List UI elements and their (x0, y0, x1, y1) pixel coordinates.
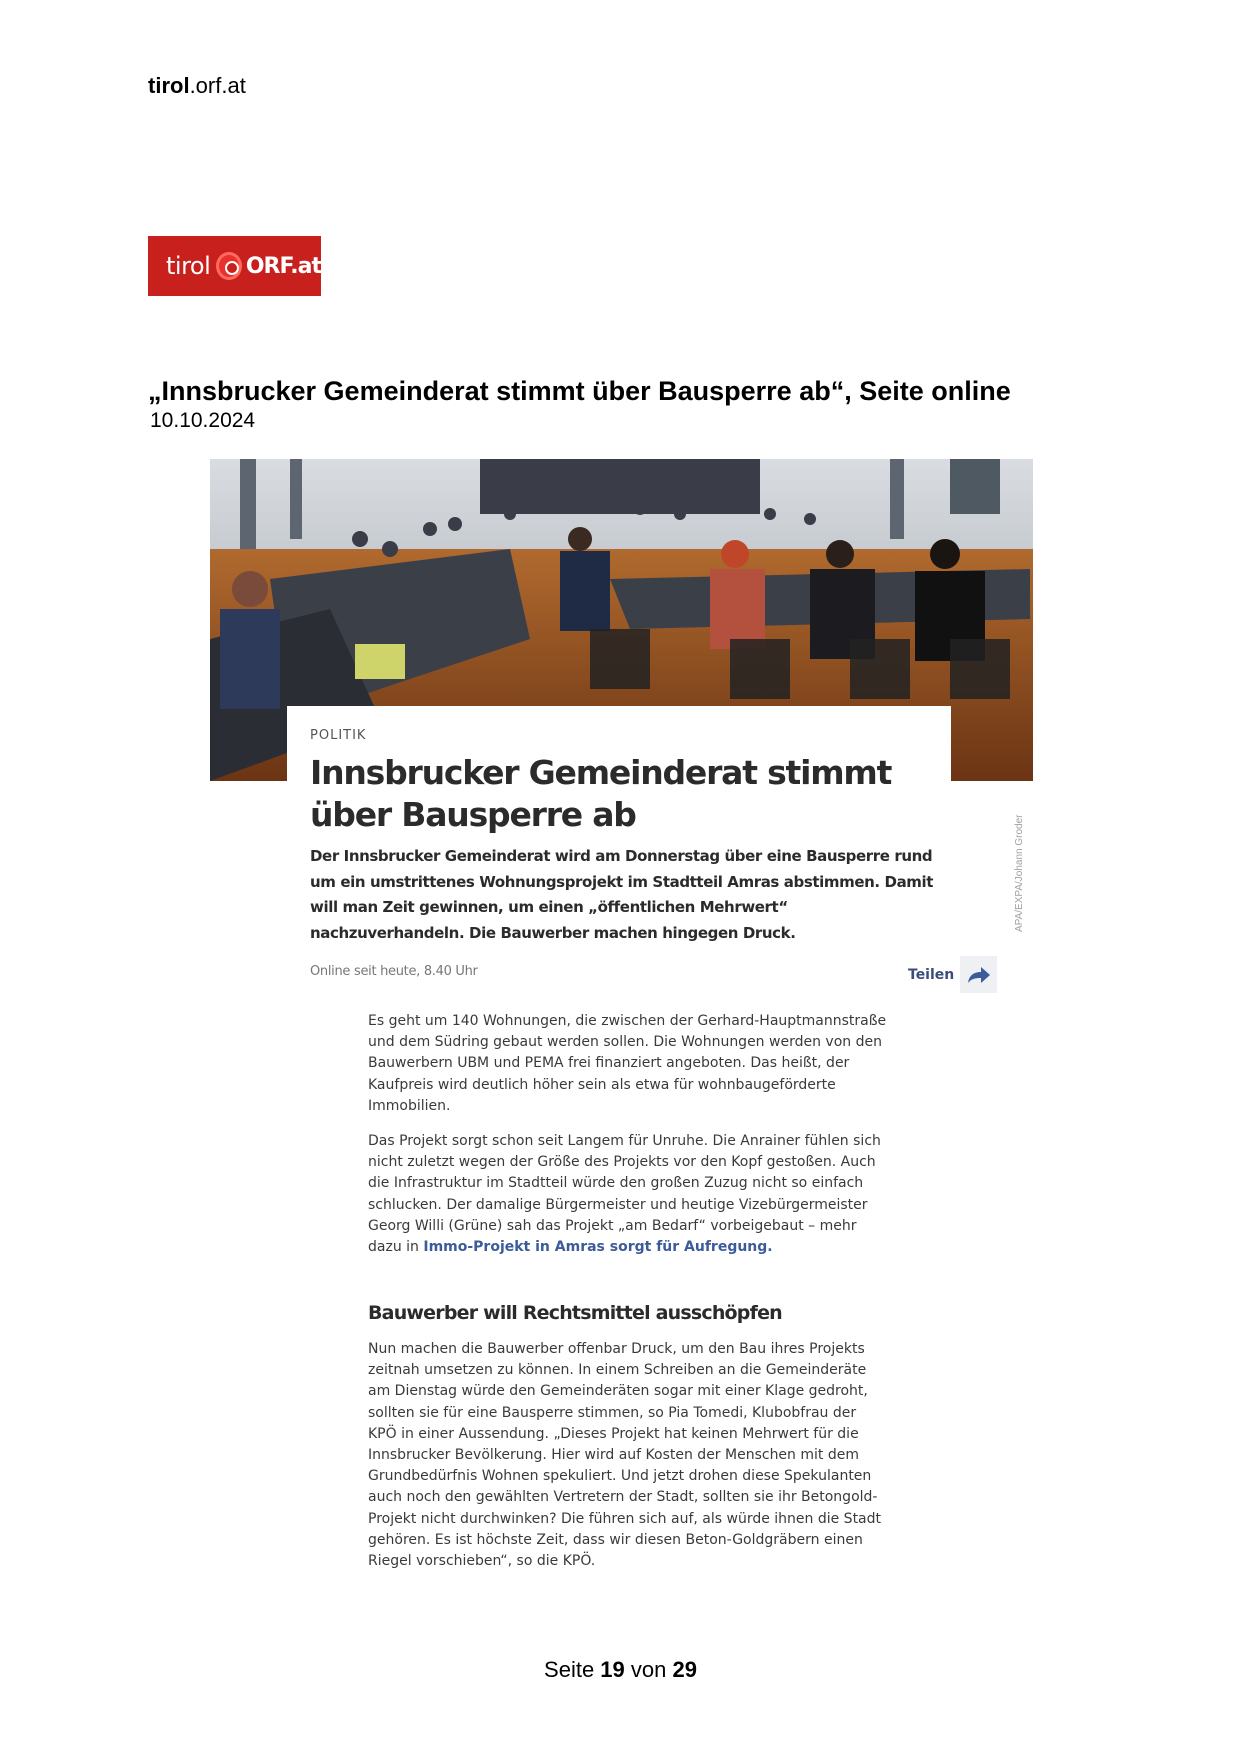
photo-credit: APA/EXPA/Johann Groder (1014, 814, 1025, 932)
article-header-card (287, 706, 951, 996)
article-paragraph-2 (368, 1131, 888, 1258)
document-title: „Innsbrucker Gemeinderat stimmt über Bausperre ab“, Seite online (148, 376, 1011, 406)
article-paragraph-3: Nun machen die Bauwerber offenbar Druck, um den Bau ihres Projekts zeitnah umsetzen zu können. In einem Schreiben an die Gemeinderäte am Dienstag würde den Gemeinderäten sogar mit einer Klage gedroht, sollten sie für eine Bausperre stimmen, so Pia Tomedi, Klubobfrau der KPÖ in einer Aussendung. „Dieses Projekt hat keinen Mehrwert für die Innsbrucker Bevölkerung. Hier wird auf Kosten der Menschen mit dem Grundbedürfnis Wohnen spekuliert. Und jetzt drohen diese Spekulanten auch noch den gewählten Vertretern der Stadt, sollten sie ihr Betongold-Projekt nicht durchwinken? Die führen sich auf, als würde ihnen die Stadt gehören. Es ist höchste Zeit, dass wir diesen Beton-Goldgräbern einen Riegel vorschieben“, so die KPÖ. (368, 1341, 882, 1570)
related-article-link[interactable]: Immo-Projekt in Amras sorgt für Aufregung. (423, 1239, 773, 1256)
footer-mid: von (624, 1657, 673, 1682)
page-footer (0, 1657, 1241, 1683)
site-header-bold: tirol (148, 73, 190, 98)
site-header-rest: .orf.at (189, 73, 246, 98)
document-date: 10.10.2024 (150, 409, 256, 432)
article-lead: Der Innsbrucker Gemeinderat wird am Donnerstag über eine Bausperre rund um ein umstrittenes Wohnungsprojekt im Stadtteil Amras abstimmen. Damit will man Zeit gewinnen, um einen „öffentlichen Mehrwert“ nachzuverhandeln. Die Bauwerber machen hingegen Druck. (310, 847, 934, 942)
footer-page-total: 29 (672, 1657, 697, 1682)
footer-prefix: Seite (544, 1657, 601, 1682)
article-paragraph-2-text: Das Projekt sorgt schon seit Langem für Unruhe. Die Anrainer fühlen sich nicht zuletzt wegen der Größe des Projekts vor den Kopf gestoßen. Auch die Infrastruktur im Stadtteil würde den großen Zuzug nicht so einfach schlucken. Der damalige Bürgermeister und heutige Vizebürgermeister Georg Willi (Grüne) sah das Projekt „am Bedarf“ vorbeigebaut – mehr dazu in (368, 1133, 881, 1256)
share-label[interactable]: Teilen (908, 966, 955, 983)
share-button[interactable] (908, 956, 997, 993)
orf-logo (148, 236, 321, 296)
footer-page-number: 19 (600, 1657, 625, 1682)
share-arrow-icon[interactable] (960, 956, 997, 993)
article-timestamp: Online seit heute, 8.40 Uhr (310, 964, 478, 979)
logo-right-text: ORF.at (245, 253, 321, 279)
article-subheading: Bauwerber will Rechtsmittel ausschöpfen (368, 1302, 782, 1324)
site-header (148, 73, 246, 99)
article-kicker[interactable]: POLITIK (310, 728, 367, 743)
article-headline: Innsbrucker Gemeinderat stimmt über Bausperre ab (310, 753, 892, 834)
article-paragraph-1: Es geht um 140 Wohnungen, die zwischen der Gerhard-Hauptmannstraße und dem Südring gebaut werden sollen. Die Wohnungen werden von den Bauwerbern UBM und PEMA frei finanziert angeboten. Das heißt, der Kaufpreis wird deutlich höher sein als etwa für wohnbaugeförderte Immobilien. (368, 1013, 887, 1114)
logo-left-text: tirol (166, 252, 211, 280)
orf-eye-icon (216, 252, 242, 280)
